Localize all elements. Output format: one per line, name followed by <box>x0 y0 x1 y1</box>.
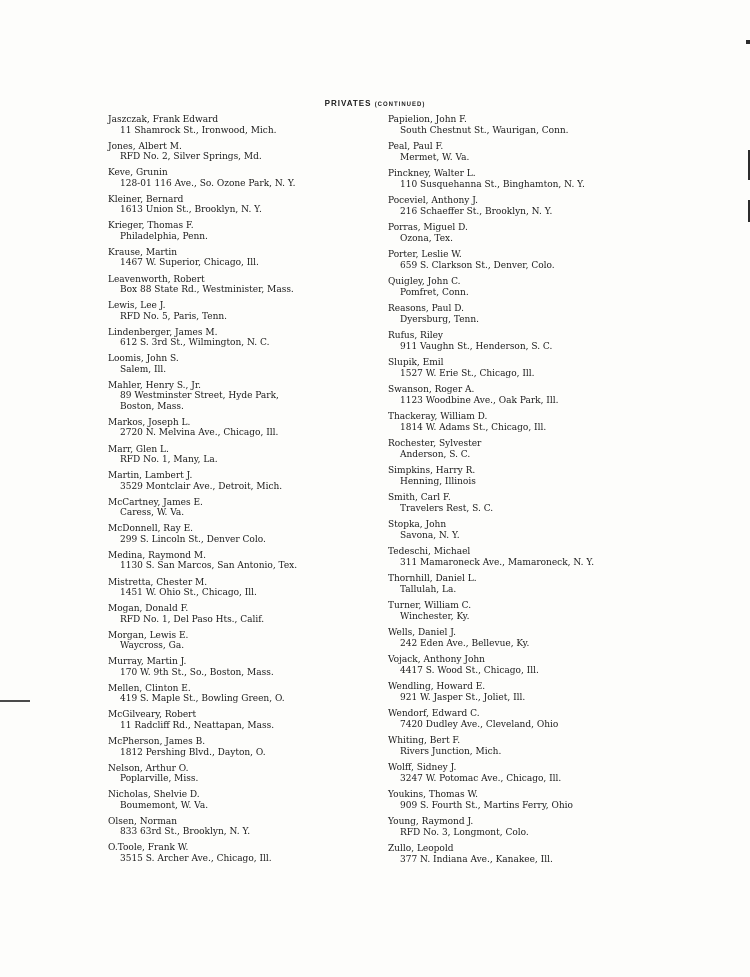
roster-name: Poceviel, Anthony J. <box>388 196 479 206</box>
roster-address: 909 S. Fourth St., Martins Ferry, Ohio <box>400 800 573 811</box>
roster-entry <box>388 790 718 817</box>
roster-name: Zullo, Leopold <box>388 844 454 854</box>
roster-name: Nicholas, Shelvie D. <box>108 790 200 801</box>
roster-entry <box>388 817 718 844</box>
roster-address: 89 Westminster Street, Hyde Park, <box>120 391 279 402</box>
roster-address: Rivers Junction, Mich. <box>400 746 502 757</box>
roster-name: Smith, Carl F. <box>388 493 451 503</box>
roster-name: Mogan, Donald F. <box>108 604 189 615</box>
roster-name: Marr, Glen L. <box>108 444 169 455</box>
roster-entry <box>388 169 718 196</box>
roster-name: Rufus, Riley <box>388 331 443 341</box>
roster-address: Waycross, Ga. <box>120 641 185 652</box>
roster-entry <box>388 412 718 439</box>
roster-address: RFD No. 1, Many, La. <box>120 455 218 466</box>
roster-entry <box>388 574 718 601</box>
roster-entry <box>388 304 718 331</box>
roster-address: 170 W. 9th St., So., Boston, Mass. <box>120 667 274 678</box>
roster-name: Leavenworth, Robert <box>108 274 205 285</box>
roster-name: O.Toole, Frank W. <box>108 843 189 854</box>
roster-entry <box>388 520 718 547</box>
roster-name: Medina, Raymond M. <box>108 550 206 561</box>
roster-address: 911 Vaughn St., Henderson, S. C. <box>400 341 553 352</box>
roster-address: RFD No. 1, Del Paso Hts., Calif. <box>120 614 265 625</box>
roster-address: 11 Shamrock St., Ironwood, Mich. <box>120 125 277 136</box>
roster-name: Simpkins, Harry R. <box>388 466 476 476</box>
roster-address: 659 S. Clarkson St., Denver, Colo. <box>400 260 555 271</box>
roster-address: South Chestnut St., Waurigan, Conn. <box>400 125 569 136</box>
roster-address: 419 S. Maple St., Bowling Green, O. <box>120 694 285 705</box>
roster-name: Mistretta, Chester M. <box>108 577 208 588</box>
roster-entry <box>388 844 718 871</box>
roster-address: 1123 Woodbine Ave., Oak Park, Ill. <box>400 395 559 406</box>
roster-address: 3247 W. Potomac Ave., Chicago, Ill. <box>400 773 562 784</box>
roster-name: Nelson, Arthur O. <box>108 763 189 774</box>
scan-edge-mark <box>0 700 30 702</box>
roster-name: Loomis, John S. <box>108 354 179 365</box>
roster-address: 1613 Union St., Brooklyn, N. Y. <box>120 205 262 216</box>
roster-entry <box>388 196 718 223</box>
roster-name: Keve, Grunin <box>108 168 168 179</box>
roster-address: 921 W. Jasper St., Joliet, Ill. <box>400 692 526 703</box>
roster-name: Mahler, Henry S., Jr. <box>108 380 202 391</box>
roster-address: Pomfret, Conn. <box>400 287 469 298</box>
heading-subtitle: (CONTINUED) <box>374 102 426 108</box>
roster-name: Tedeschi, Michael <box>388 547 471 557</box>
roster-entry <box>388 466 718 493</box>
roster-address: 3529 Montclair Ave., Detroit, Mich. <box>120 481 283 492</box>
roster-name: Peal, Paul F. <box>388 142 444 152</box>
roster-entry <box>388 493 718 520</box>
roster-name: Papielion, John F. <box>388 115 467 125</box>
roster-address: Anderson, S. C. <box>400 449 471 460</box>
roster-entry <box>388 115 718 142</box>
roster-address: RFD No. 2, Silver Springs, Md. <box>120 152 262 163</box>
roster-entry <box>388 223 718 250</box>
roster-name: Martin, Lambert J. <box>108 471 193 482</box>
roster-address: 1812 Pershing Blvd., Dayton, O. <box>120 747 266 758</box>
roster-name: Stopka, John <box>388 520 447 530</box>
roster-name: Krieger, Thomas F. <box>108 221 194 232</box>
roster-entry <box>388 736 718 763</box>
roster-address: Box 88 State Rd., Westminister, Mass. <box>120 285 294 296</box>
roster-address: 128-01 116 Ave., So. Ozone Park, N. Y. <box>120 178 296 189</box>
roster-name: Morgan, Lewis E. <box>108 630 189 641</box>
roster-name: Wendling, Howard E. <box>388 682 486 692</box>
roster-name: Mellen, Clinton E. <box>108 683 191 694</box>
roster-name: Jaszczak, Frank Edward <box>108 115 219 125</box>
roster-address: Mermet, W. Va. <box>400 152 470 163</box>
roster-address: Philadelphia, Penn. <box>120 231 208 242</box>
roster-name: Youkins, Thomas W. <box>388 790 478 800</box>
roster-address: 1814 W. Adams St., Chicago, Ill. <box>400 422 547 433</box>
roster-name: Reasons, Paul D. <box>388 304 464 314</box>
roster-name: McPherson, James B. <box>108 737 206 748</box>
roster-address: Winchester, Ky. <box>400 611 470 622</box>
roster-name: Swanson, Roger A. <box>388 385 475 395</box>
roster-entry <box>388 385 718 412</box>
roster-name: Kleiner, Bernard <box>108 194 184 205</box>
roster-address: 3515 S. Archer Ave., Chicago, Ill. <box>120 853 272 864</box>
roster-address: RFD No. 3, Longmont, Colo. <box>400 827 529 838</box>
roster-name: Slupik, Emil <box>388 358 444 368</box>
roster-entry <box>388 277 718 304</box>
roster-entry <box>388 439 718 466</box>
roster-address: 11 Radcliff Rd., Neattapan, Mass. <box>120 720 275 731</box>
roster-entry <box>388 655 718 682</box>
roster-address: 7420 Dudley Ave., Cleveland, Ohio <box>400 719 559 730</box>
roster-address: Travelers Rest, S. C. <box>400 503 494 514</box>
roster-address: Henning, Illinois <box>400 476 476 487</box>
roster-address: 377 N. Indiana Ave., Kanakee, Ill. <box>400 854 553 865</box>
roster-name: Murray, Martin J. <box>108 657 187 668</box>
roster-name: Turner, William C. <box>388 601 472 611</box>
roster-name: Lewis, Lee J. <box>108 301 166 312</box>
roster-address: 216 Schaeffer St., Brooklyn, N. Y. <box>400 206 553 217</box>
roster-name: McDonnell, Ray E. <box>108 524 194 535</box>
roster-name: Vojack, Anthony John <box>388 655 485 665</box>
roster-entry <box>388 358 718 385</box>
roster-address: Poplarville, Miss. <box>120 774 199 785</box>
roster-address: 2720 N. Melvina Ave., Chicago, Ill. <box>120 428 279 439</box>
roster-entry <box>388 142 718 169</box>
roster-name: McCartney, James E. <box>108 497 203 508</box>
roster-address: Ozona, Tex. <box>400 233 453 244</box>
roster-address: 110 Susquehanna St., Binghamton, N. Y. <box>400 179 585 190</box>
roster-name: Porras, Miguel D. <box>388 223 468 233</box>
roster-name: Markos, Joseph L. <box>108 417 191 428</box>
roster-address: Boston, Mass. <box>120 401 184 412</box>
roster-name: Quigley, John C. <box>388 277 461 287</box>
roster-address: Salem, Ill. <box>120 364 167 375</box>
roster-name: Thornhill, Daniel L. <box>388 574 477 584</box>
roster-address: 299 S. Lincoln St., Denver Colo. <box>120 534 266 545</box>
roster-address: Savona, N. Y. <box>400 530 460 541</box>
roster-address: 1130 S. San Marcos, San Antonio, Tex. <box>120 561 298 572</box>
roster-name: Wendorf, Edward C. <box>388 709 480 719</box>
roster-address: 833 63rd St., Brooklyn, N. Y. <box>120 827 251 838</box>
page-heading <box>0 99 750 108</box>
roster-name: Wells, Daniel J. <box>388 628 457 638</box>
roster-name: Pinckney, Walter L. <box>388 169 476 179</box>
roster-address: 1467 W. Superior, Chicago, Ill. <box>120 258 259 269</box>
scan-edge-mark <box>746 40 750 44</box>
roster-name: Olsen, Norman <box>108 816 178 827</box>
roster-name: Krause, Martin <box>108 247 178 258</box>
roster-entry <box>388 547 718 574</box>
roster-entry <box>388 601 718 628</box>
heading-title: PRIVATES <box>324 99 372 108</box>
roster-address: Boumemont, W. Va. <box>120 800 209 811</box>
roster-entry <box>388 628 718 655</box>
roster-address: 1527 W. Erie St., Chicago, Ill. <box>400 368 535 379</box>
roster-entry <box>388 250 718 277</box>
roster-name: Jones, Albert M. <box>108 141 182 152</box>
right-roster-column <box>388 115 718 871</box>
roster-name: Porter, Leslie W. <box>388 250 462 260</box>
roster-address: Tallulah, La. <box>400 584 457 595</box>
roster-address: 1451 W. Ohio St., Chicago, Ill. <box>120 588 257 598</box>
roster-address: 311 Mamaroneck Ave., Mamaroneck, N. Y. <box>400 557 595 568</box>
roster-name: Thackeray, William D. <box>388 412 488 422</box>
roster-name: Wolff, Sidney J. <box>388 763 457 773</box>
roster-entry <box>388 709 718 736</box>
roster-address: 242 Eden Ave., Bellevue, Ky. <box>400 638 530 649</box>
roster-address: 4417 S. Wood St., Chicago, Ill. <box>400 665 539 676</box>
roster-entry <box>388 763 718 790</box>
roster-name: Lindenberger, James M. <box>108 327 218 338</box>
roster-address: 612 S. 3rd St., Wilmington, N. C. <box>120 338 270 349</box>
roster-name: Young, Raymond J. <box>388 817 474 827</box>
roster-entry <box>388 682 718 709</box>
roster-address: RFD No. 5, Paris, Tenn. <box>120 311 228 322</box>
roster-name: McGilveary, Robert <box>108 710 197 721</box>
roster-address: Dyersburg, Tenn. <box>400 314 479 325</box>
roster-address: Caress, W. Va. <box>120 508 185 519</box>
roster-name: Rochester, Sylvester <box>388 439 482 449</box>
roster-entry <box>388 331 718 358</box>
roster-name: Whiting, Bert F. <box>388 736 461 746</box>
